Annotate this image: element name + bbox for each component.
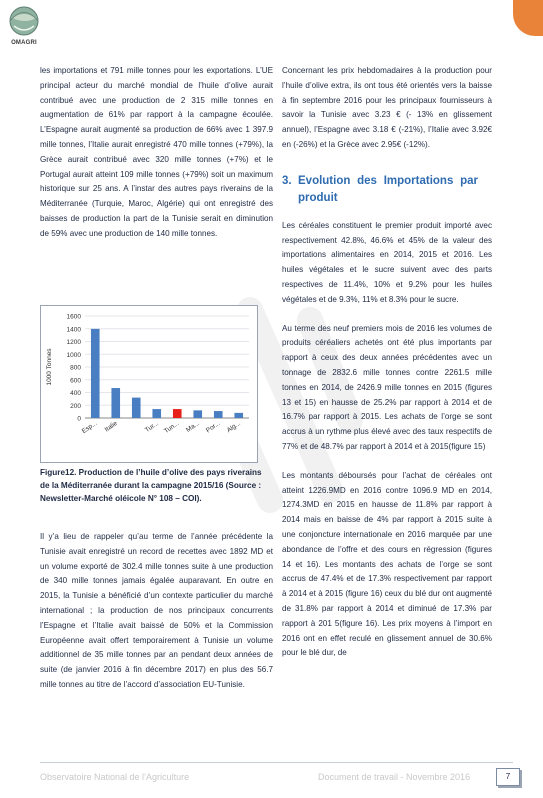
x-tick-label: Ma...: [185, 419, 201, 434]
y-tick-label: 1600: [66, 313, 81, 321]
y-tick-label: 600: [70, 377, 81, 385]
footer-organization: Observatoire National de l’Agriculture: [40, 772, 190, 782]
right-paragraph-amounts: Les montants déboursés pour l’achat de céréales ont atteint 1226.9MD en 2016 contre 1096.9 MD en 2014, 1274.3MD en 2015 en hausse de 11.8% par rapport à 2014 mais en baisse de 4% par rapport à 2015 suite à une conjoncture internationale en 2016 marquée par une abondance de l’offre et des cours en régression (figures 14 et 16). Les montants des achats de l’orge se sont accrus de 47.4% et de 17.3% respectivement par rapport à 2014 et à 2015 (figure 16) ceux du blé dur ont augmenté de 31.8% par rapport à 2014 et diminué de 17.3% par rapport à 201 5(figure 16). Les prix moyens à l’import en 2016 ont en effet reculé en glissement annuel de 30.6% pour le blé dur, de: [282, 470, 492, 658]
left-top-paragraph: les importations et 791 mille tonnes pour les exportations. L’UE principal acteur du marché mondial de l’huile d’olive aurait contribué avec une production de 2 315 mille tonnes en augmentation de 61% par rapport à la campagne écoulée. L’Espagne aurait augmenté sa production de 66% avec 1 397.9 mille tonnes, l’Italie aurait enregistré 470 mille tonnes (+79%), la Grèce aurait contribué avec 320 mille tonnes (+7%) et le Portugal aurait atteint 109 mille tonnes (+79%) soit un maximum historique sur 25 ans. A l’instar des autres pays riverains de la Méditerranée (Turquie, Maroc, Algérie) qui ont enregistré des baisses de production la part de la Tunisie serait en diminution de 59% avec une production de 140 mille tonnes.: [40, 66, 273, 238]
section-number: 3.: [282, 174, 292, 187]
x-tick-label: Italie: [103, 419, 119, 434]
bar-0: [91, 329, 100, 418]
globe-icon: [4, 4, 44, 40]
figure-caption: Figure12. Production de l’huile d’olive des pays riverains de la Méditerranée durant la campagne 2015/16 (Source : Newsletter-Marché oléicole N° 108 – COI).: [40, 468, 262, 504]
y-tick-label: 1000: [66, 351, 81, 359]
logo-text: OMAGRI: [11, 40, 37, 46]
y-tick-label: 800: [70, 364, 81, 372]
left-column-bottom: [40, 530, 273, 693]
left-bottom-paragraph: Il y’a lieu de rappeler qu’au terme de l’année précédente la Tunisie avait enregistré un record de recettes avec 1892 MD et un volume exporté de 302.4 mille tonnes suite à une production de 340 mille tonnes jamais égalée auparavant. En outre en 2015, la Tunisie a bénéficié d’un contexte particulier du marché international ; la production de nos principaux concurrents l’Espagne et l’Italie avait baissé de 50% et la Commission Européenne avait offert temporairement à Tunisie un volume additionnel de 35 mille tonnes par an pendant deux années de suite (de janvier 2016 à fin décembre 2017) en plus des 56.7 mille tonnes au titre de l’accord d’association EU-Tunisie.: [40, 532, 273, 689]
right-paragraph-prices: Concernant les prix hebdomadaires à la production pour l’huile d’olive extra, ils ont tous été orientés vers la baisse à fin septembre 2016 pour les principaux fournisseurs à savoir la Tunisie avec 3.23 € (- 13% en glissement annuel), l’Espagne avec 3.18 € (-21%), l’Italie avec 3.92€ en (-26%) et la Grèce avec 2.95€ (-12%).: [282, 66, 492, 149]
bar-2: [132, 398, 141, 418]
footer-divider: [40, 762, 513, 763]
footer-document-info: Document de travail - Novembre 2016: [318, 772, 471, 782]
omagri-logo: [4, 4, 44, 50]
x-tick-label: Tun...: [162, 419, 181, 436]
section-title: Evolution des Importations par produit: [298, 174, 478, 204]
production-chart: [40, 305, 258, 463]
right-paragraph-cereals: Les céréales constituent le premier produit importé avec respectivement 42.8%, 46.6% et 45% de la valeur des importations alimentaires en 2014, 2015 et 2016. Les huiles végétales et le sucre suivent avec des parts respectives de 11.4%, 10% et 9.2% pour les huiles végétales et de 9.3%, 11% et 8.3% pour le sucre.: [282, 220, 492, 304]
y-tick-label: 1200: [66, 339, 81, 346]
y-tick-label: 400: [70, 390, 81, 397]
bar-6: [214, 411, 223, 418]
bar-5: [193, 410, 202, 418]
x-tick-label: Por...: [204, 419, 222, 435]
right-column: [282, 64, 492, 661]
bar-1: [111, 388, 120, 418]
y-tick-label: 1400: [66, 326, 81, 334]
bar-7: [234, 413, 243, 418]
y-tick-label: 0: [77, 415, 81, 423]
production-bar-chart: [41, 306, 257, 462]
bar-4: [173, 409, 182, 418]
page-corner-decoration: [513, 0, 543, 36]
y-tick-label: 200: [70, 402, 81, 410]
page-number: 7: [496, 768, 520, 786]
x-tick-label: Tur...: [143, 419, 160, 434]
y-axis-label: 1000 Tonnes: [46, 348, 53, 386]
left-column-top: [40, 64, 273, 242]
x-tick-label: Alg...: [225, 419, 242, 435]
section-heading: [282, 173, 492, 207]
right-paragraph-volumes: Au terme des neuf premiers mois de 2016 les volumes de produits céréaliers achetés ont été plus importants par rapport à ceux des deux années précédentes avec un tonnage de 2832.6 mille tonnes contre 2261.5 mille tonnes en 2014, de 2426.9 mille tonnes en 2015 (figures 13 et 15) en hausse de 25.2% par rapport à 2014 et de 16.7% par rapport à 2015. Les achats de l’orge se sont accrus à un rythme plus élevé avec des taux respectifs de 77% et de 48.7% par rapport à 2014 et à 2015(figure 15): [282, 323, 492, 451]
bar-3: [152, 409, 161, 418]
x-tick-label: Esp...: [80, 419, 99, 436]
